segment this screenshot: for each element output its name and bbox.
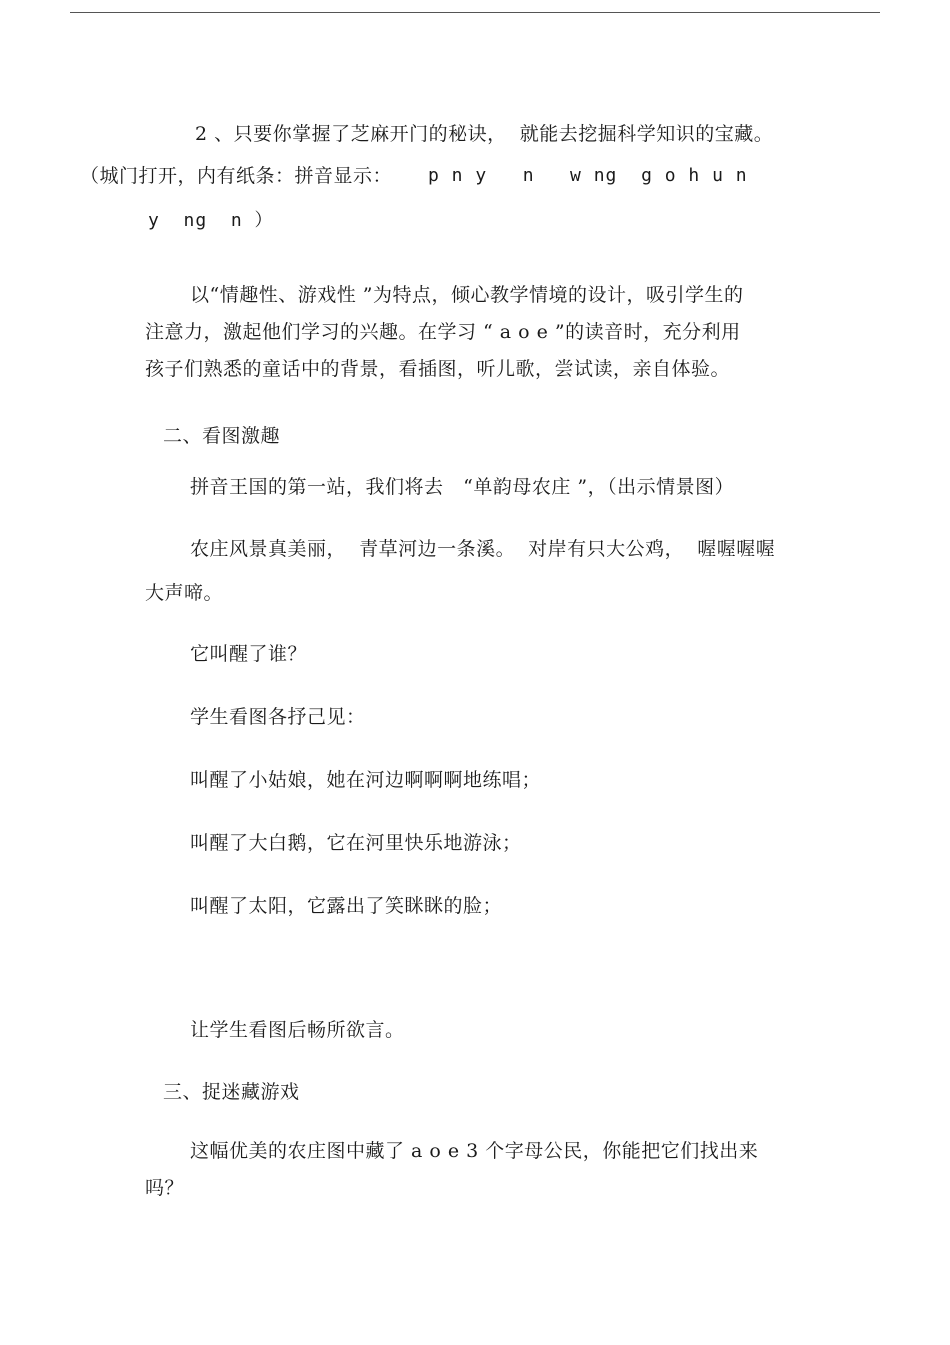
pinyin-line: y ng n ） — [148, 210, 274, 231]
header-rule — [70, 12, 880, 13]
paragraph-line: 叫醒了太阳，它露出了笑眯眯的脸； — [190, 895, 503, 917]
paragraph-line: 它叫醒了谁？ — [190, 643, 308, 665]
paragraph-line: 以“情趣性、游戏性 ”为特点，倾心教学情境的设计，吸引学生的 — [190, 284, 744, 306]
paragraph-line: 叫醒了大白鹅，它在河里快乐地游泳； — [190, 832, 522, 854]
section-heading: 二、看图激趣 — [163, 425, 281, 447]
section-heading: 三、捉迷藏游戏 — [163, 1081, 300, 1103]
paragraph-line: 大声啼。 — [145, 582, 224, 604]
paragraph-line: 孩子们熟悉的童话中的背景，看插图，听儿歌，尝试读，亲自体验。 — [145, 358, 731, 380]
paragraph-line: 叫醒了小姑娘，她在河边啊啊啊地练唱； — [190, 769, 542, 791]
paragraph-line: 注意力，激起他们学习的兴趣。在学习 “ a o e ”的读音时，充分利用 — [145, 321, 741, 343]
paragraph-line: 拼音王国的第一站，我们将去 “单韵母农庄 ”，（出示情景图） — [190, 476, 735, 498]
paragraph-line: 农庄风景真美丽， 青草河边一条溪。 对岸有只大公鸡， 喔喔喔喔 — [190, 538, 776, 560]
paragraph-line: 让学生看图后畅所欲言。 — [190, 1019, 405, 1041]
pinyin-line: p n y n w ng g o h u n — [428, 165, 748, 186]
paragraph-line: 这幅优美的农庄图中藏了 a o e 3 个字母公民，你能把它们找出来 — [190, 1140, 759, 1162]
paragraph-line: 2 、只要你掌握了芝麻开门的秘诀， 就能去挖掘科学知识的宝藏。 — [195, 123, 774, 145]
paragraph-line: 学生看图各抒己见： — [190, 706, 366, 728]
paragraph-line: （城门打开，内有纸条：拼音显示： — [80, 165, 393, 187]
paragraph-line: 吗？ — [145, 1177, 185, 1199]
